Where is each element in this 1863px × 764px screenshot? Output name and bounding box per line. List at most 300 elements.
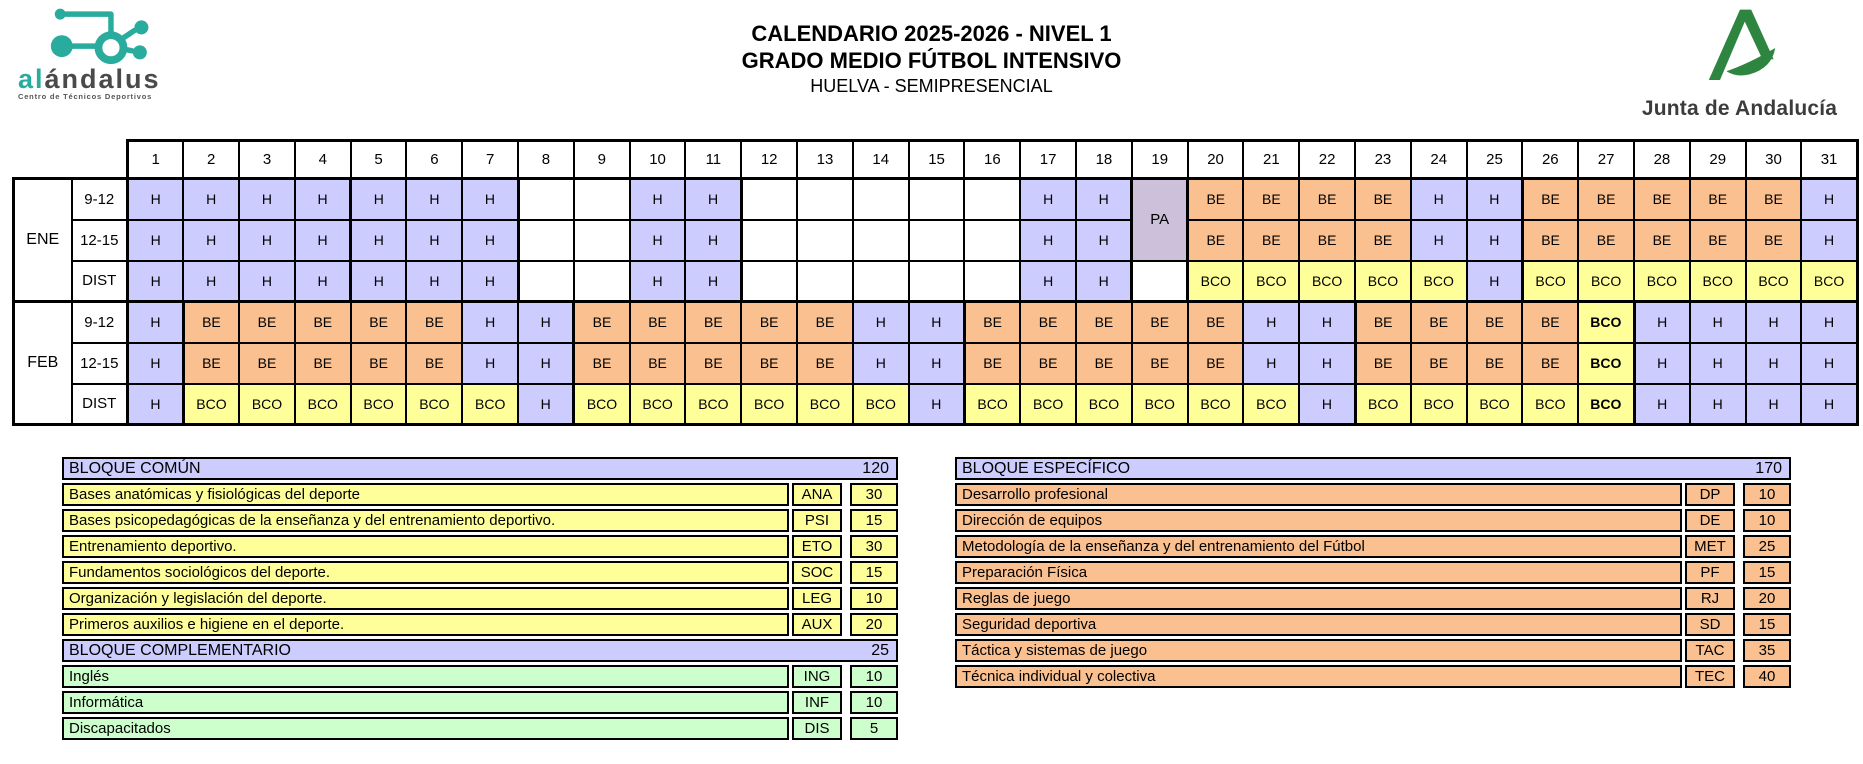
session-cell: BCO bbox=[630, 384, 686, 425]
session-cell: BE bbox=[295, 343, 351, 384]
month-label: FEB bbox=[14, 302, 72, 425]
holiday-cell: H bbox=[1020, 179, 1076, 220]
empty-day-cell bbox=[797, 261, 853, 302]
session-cell: BCO bbox=[1355, 261, 1411, 302]
session-cell: BE bbox=[964, 302, 1020, 343]
session-cell: BE bbox=[1299, 179, 1355, 220]
holiday-cell: H bbox=[518, 343, 574, 384]
session-cell: BCO bbox=[1578, 261, 1634, 302]
subject-abbr: PSI bbox=[792, 509, 842, 532]
subject-row bbox=[955, 613, 1791, 636]
day-header: 7 bbox=[462, 141, 518, 179]
day-header: 10 bbox=[630, 141, 686, 179]
junta-a-icon bbox=[1700, 4, 1780, 92]
session-cell: BE bbox=[1076, 302, 1132, 343]
subject-hours: 35 bbox=[1743, 639, 1791, 662]
subject-name: Desarrollo profesional bbox=[955, 483, 1682, 506]
subject-name: Bases psicopedagógicas de la enseñanza y del entrenamiento deportivo. bbox=[62, 509, 789, 532]
holiday-cell: H bbox=[909, 384, 965, 425]
holiday-cell: H bbox=[183, 179, 239, 220]
calendar-row bbox=[14, 220, 1858, 261]
holiday-cell: H bbox=[1243, 302, 1299, 343]
holiday-cell: H bbox=[1411, 179, 1467, 220]
holiday-cell: H bbox=[1746, 302, 1802, 343]
session-cell: BE bbox=[1522, 179, 1578, 220]
subject-hours: 15 bbox=[850, 509, 898, 532]
subject-hours: 30 bbox=[850, 483, 898, 506]
session-cell: BE bbox=[1020, 343, 1076, 384]
session-row-label: 12-15 bbox=[72, 220, 128, 261]
block-section-header-row bbox=[62, 639, 898, 662]
empty-day-cell bbox=[853, 261, 909, 302]
junta-de-andalucia-logo bbox=[1632, 4, 1847, 121]
session-cell: BE bbox=[1020, 302, 1076, 343]
session-cell: BCO bbox=[964, 384, 1020, 425]
holiday-cell: H bbox=[239, 261, 295, 302]
block-section-hours: 25 bbox=[871, 641, 889, 659]
subject-abbr: DIS bbox=[792, 717, 842, 740]
holiday-cell: H bbox=[1467, 179, 1523, 220]
holiday-cell: H bbox=[1801, 220, 1857, 261]
session-cell: BE bbox=[1467, 302, 1523, 343]
session-cell: BCO bbox=[183, 384, 239, 425]
holiday-cell: H bbox=[685, 179, 741, 220]
empty-day-cell bbox=[1132, 261, 1188, 302]
subject-hours: 10 bbox=[850, 665, 898, 688]
empty-day-cell bbox=[853, 179, 909, 220]
empty-day-cell bbox=[518, 220, 574, 261]
page-header bbox=[0, 0, 1863, 125]
session-cell: BE bbox=[1132, 302, 1188, 343]
session-cell: BCO bbox=[1411, 384, 1467, 425]
holiday-cell: H bbox=[1801, 384, 1857, 425]
session-cell: BE bbox=[1690, 220, 1746, 261]
session-cell: BE bbox=[351, 343, 407, 384]
block-section-hours: 170 bbox=[1755, 459, 1782, 477]
holiday-cell: H bbox=[1634, 343, 1690, 384]
subject-abbr: TAC bbox=[1685, 639, 1735, 662]
empty-day-cell bbox=[964, 261, 1020, 302]
session-cell: BE bbox=[1243, 179, 1299, 220]
day-header: 15 bbox=[909, 141, 965, 179]
subject-hours: 20 bbox=[1743, 587, 1791, 610]
day-header: 12 bbox=[741, 141, 797, 179]
session-cell: BCO bbox=[853, 384, 909, 425]
holiday-cell: H bbox=[630, 261, 686, 302]
session-cell: BE bbox=[1076, 343, 1132, 384]
day-header: 26 bbox=[1522, 141, 1578, 179]
holiday-cell: H bbox=[518, 384, 574, 425]
day-header: 16 bbox=[964, 141, 1020, 179]
session-cell: BCO bbox=[1578, 343, 1634, 384]
holiday-cell: H bbox=[853, 302, 909, 343]
session-cell: BE bbox=[1355, 343, 1411, 384]
session-cell: BCO bbox=[1076, 384, 1132, 425]
calendar-corner-month bbox=[14, 141, 72, 179]
day-header: 23 bbox=[1355, 141, 1411, 179]
calendar-day-header-row bbox=[14, 141, 1858, 179]
subject-name: Seguridad deportiva bbox=[955, 613, 1682, 636]
session-cell: BCO bbox=[462, 384, 518, 425]
holiday-cell: H bbox=[630, 179, 686, 220]
session-cell: BE bbox=[630, 302, 686, 343]
session-cell: BCO bbox=[406, 384, 462, 425]
holiday-cell: H bbox=[295, 261, 351, 302]
session-cell: BCO bbox=[1578, 384, 1634, 425]
day-header: 4 bbox=[295, 141, 351, 179]
session-cell: BCO bbox=[1801, 261, 1857, 302]
session-cell: BE bbox=[1188, 220, 1244, 261]
subject-row bbox=[955, 639, 1791, 662]
bloque-especifico-table bbox=[955, 457, 1791, 688]
subject-abbr: SOC bbox=[792, 561, 842, 584]
subject-row bbox=[62, 587, 898, 610]
day-header: 20 bbox=[1188, 141, 1244, 179]
empty-day-cell bbox=[964, 179, 1020, 220]
holiday-cell: H bbox=[1299, 384, 1355, 425]
subject-row bbox=[62, 535, 898, 558]
empty-day-cell bbox=[574, 261, 630, 302]
session-cell: BE bbox=[1522, 302, 1578, 343]
subject-abbr: ANA bbox=[792, 483, 842, 506]
subject-hours: 15 bbox=[1743, 613, 1791, 636]
subject-row bbox=[955, 561, 1791, 584]
holiday-cell: H bbox=[128, 179, 184, 220]
subject-row bbox=[62, 483, 898, 506]
session-cell: BCO bbox=[1578, 302, 1634, 343]
empty-day-cell bbox=[518, 261, 574, 302]
session-cell: BE bbox=[1132, 343, 1188, 384]
holiday-cell: H bbox=[630, 220, 686, 261]
session-cell: BE bbox=[295, 302, 351, 343]
holiday-cell: H bbox=[128, 343, 184, 384]
session-cell: BE bbox=[1243, 220, 1299, 261]
day-header: 8 bbox=[518, 141, 574, 179]
session-cell: BE bbox=[1188, 343, 1244, 384]
empty-day-cell bbox=[518, 179, 574, 220]
session-cell: BE bbox=[406, 343, 462, 384]
session-cell: BCO bbox=[1522, 384, 1578, 425]
session-cell: BCO bbox=[1355, 384, 1411, 425]
empty-day-cell bbox=[853, 220, 909, 261]
title-line3: HUELVA - SEMIPRESENCIAL bbox=[810, 76, 1053, 96]
day-header: 18 bbox=[1076, 141, 1132, 179]
empty-day-cell bbox=[574, 220, 630, 261]
session-row-label: 12-15 bbox=[72, 343, 128, 384]
holiday-cell: H bbox=[1746, 343, 1802, 384]
session-cell: BCO bbox=[574, 384, 630, 425]
subject-hours: 10 bbox=[1743, 483, 1791, 506]
subject-name: Entrenamiento deportivo. bbox=[62, 535, 789, 558]
empty-day-cell bbox=[797, 179, 853, 220]
session-row-label: 9-12 bbox=[72, 302, 128, 343]
subject-row bbox=[955, 587, 1791, 610]
subject-abbr: MET bbox=[1685, 535, 1735, 558]
calendar-row bbox=[14, 343, 1858, 384]
session-cell: BE bbox=[1578, 220, 1634, 261]
subject-row bbox=[955, 535, 1791, 558]
subject-abbr: ING bbox=[792, 665, 842, 688]
empty-day-cell bbox=[909, 261, 965, 302]
session-cell: BCO bbox=[351, 384, 407, 425]
day-header: 22 bbox=[1299, 141, 1355, 179]
bloque-comun-complementario-table bbox=[62, 457, 898, 740]
session-cell: BCO bbox=[1411, 261, 1467, 302]
day-header: 25 bbox=[1467, 141, 1523, 179]
subject-name: Inglés bbox=[62, 665, 789, 688]
session-cell: BE bbox=[1411, 343, 1467, 384]
holiday-cell: H bbox=[685, 220, 741, 261]
holiday-cell: H bbox=[1411, 220, 1467, 261]
session-cell: BE bbox=[741, 343, 797, 384]
block-section-title: BLOQUE COMÚN bbox=[69, 459, 201, 477]
session-cell: BE bbox=[183, 302, 239, 343]
subject-name: Táctica y sistemas de juego bbox=[955, 639, 1682, 662]
brand-tagline: Centro de Técnicos Deportivos bbox=[18, 92, 153, 101]
subject-row bbox=[62, 665, 898, 688]
pa-cell: PA bbox=[1132, 179, 1188, 261]
holiday-cell: H bbox=[351, 220, 407, 261]
holiday-cell: H bbox=[351, 261, 407, 302]
day-header: 1 bbox=[128, 141, 184, 179]
title-line2: GRADO MEDIO FÚTBOL INTENSIVO bbox=[741, 48, 1122, 73]
subject-hours: 10 bbox=[1743, 509, 1791, 532]
empty-day-cell bbox=[574, 179, 630, 220]
holiday-cell: H bbox=[1467, 220, 1523, 261]
session-cell: BCO bbox=[741, 384, 797, 425]
holiday-cell: H bbox=[406, 220, 462, 261]
title-line1: CALENDARIO 2025-2026 - NIVEL 1 bbox=[751, 21, 1112, 46]
holiday-cell: H bbox=[462, 179, 518, 220]
day-header: 31 bbox=[1801, 141, 1857, 179]
subject-hours: 15 bbox=[1743, 561, 1791, 584]
session-cell: BE bbox=[964, 343, 1020, 384]
holiday-cell: H bbox=[1801, 179, 1857, 220]
calendar-corner-time bbox=[72, 141, 128, 179]
session-cell: BE bbox=[741, 302, 797, 343]
block-section-hours: 120 bbox=[862, 459, 889, 477]
session-cell: BCO bbox=[1132, 384, 1188, 425]
session-cell: BE bbox=[797, 343, 853, 384]
session-cell: BE bbox=[1188, 302, 1244, 343]
subject-name: Fundamentos sociológicos del deporte. bbox=[62, 561, 789, 584]
holiday-cell: H bbox=[462, 220, 518, 261]
block-section-header bbox=[955, 457, 1791, 480]
day-header: 19 bbox=[1132, 141, 1188, 179]
session-cell: BE bbox=[1634, 220, 1690, 261]
month-label: ENE bbox=[14, 179, 72, 302]
session-cell: BE bbox=[351, 302, 407, 343]
holiday-cell: H bbox=[1020, 220, 1076, 261]
holiday-cell: H bbox=[1076, 220, 1132, 261]
subject-hours: 10 bbox=[850, 691, 898, 714]
session-cell: BE bbox=[239, 343, 295, 384]
holiday-cell: H bbox=[1634, 302, 1690, 343]
subject-hours: 20 bbox=[850, 613, 898, 636]
subject-hours: 15 bbox=[850, 561, 898, 584]
empty-day-cell bbox=[909, 220, 965, 261]
holiday-cell: H bbox=[351, 179, 407, 220]
block-section-header bbox=[62, 457, 898, 480]
session-cell: BCO bbox=[685, 384, 741, 425]
subject-row bbox=[62, 717, 898, 740]
course-calendar bbox=[12, 139, 1859, 426]
calendar-row bbox=[14, 384, 1858, 425]
session-row-label: 9-12 bbox=[72, 179, 128, 220]
brand-name-andalus: ándalus bbox=[44, 64, 161, 94]
session-cell: BE bbox=[1578, 179, 1634, 220]
subject-abbr: INF bbox=[792, 691, 842, 714]
subject-row bbox=[62, 561, 898, 584]
day-header: 29 bbox=[1690, 141, 1746, 179]
subject-abbr: LEG bbox=[792, 587, 842, 610]
subject-hours: 25 bbox=[1743, 535, 1791, 558]
session-row-label: DIST bbox=[72, 384, 128, 425]
holiday-cell: H bbox=[128, 261, 184, 302]
subject-name: Dirección de equipos bbox=[955, 509, 1682, 532]
day-header: 17 bbox=[1020, 141, 1076, 179]
holiday-cell: H bbox=[406, 179, 462, 220]
session-cell: BE bbox=[1355, 179, 1411, 220]
holiday-cell: H bbox=[462, 343, 518, 384]
session-cell: BCO bbox=[1243, 384, 1299, 425]
session-cell: BCO bbox=[1522, 261, 1578, 302]
empty-day-cell bbox=[741, 220, 797, 261]
empty-day-cell bbox=[909, 179, 965, 220]
holiday-cell: H bbox=[183, 220, 239, 261]
holiday-cell: H bbox=[462, 261, 518, 302]
session-cell: BE bbox=[1467, 343, 1523, 384]
session-cell: BE bbox=[630, 343, 686, 384]
session-cell: BE bbox=[574, 302, 630, 343]
subject-row bbox=[62, 509, 898, 532]
holiday-cell: H bbox=[909, 343, 965, 384]
session-cell: BCO bbox=[1243, 261, 1299, 302]
holiday-cell: H bbox=[406, 261, 462, 302]
subject-name: Reglas de juego bbox=[955, 587, 1682, 610]
session-cell: BCO bbox=[1188, 384, 1244, 425]
block-section-header-row bbox=[62, 457, 898, 480]
subject-hours: 10 bbox=[850, 587, 898, 610]
holiday-cell: H bbox=[183, 261, 239, 302]
session-cell: BE bbox=[574, 343, 630, 384]
holiday-cell: H bbox=[685, 261, 741, 302]
junta-label: Junta de Andalucía bbox=[1641, 97, 1838, 120]
empty-day-cell bbox=[741, 261, 797, 302]
day-header: 9 bbox=[574, 141, 630, 179]
empty-day-cell bbox=[797, 220, 853, 261]
session-cell: BCO bbox=[1020, 384, 1076, 425]
subject-abbr: RJ bbox=[1685, 587, 1735, 610]
subject-row bbox=[62, 691, 898, 714]
holiday-cell: H bbox=[1634, 384, 1690, 425]
document-titles bbox=[0, 20, 1863, 99]
holiday-cell: H bbox=[295, 220, 351, 261]
subject-row bbox=[955, 509, 1791, 532]
holiday-cell: H bbox=[1299, 343, 1355, 384]
block-section-title: BLOQUE COMPLEMENTARIO bbox=[69, 641, 291, 659]
holiday-cell: H bbox=[1076, 179, 1132, 220]
holiday-cell: H bbox=[295, 179, 351, 220]
subject-row bbox=[955, 665, 1791, 688]
subject-name: Bases anatómicas y fisiológicas del deporte bbox=[62, 483, 789, 506]
holiday-cell: H bbox=[128, 384, 184, 425]
day-header: 27 bbox=[1578, 141, 1634, 179]
holiday-cell: H bbox=[462, 302, 518, 343]
holiday-cell: H bbox=[1020, 261, 1076, 302]
empty-day-cell bbox=[964, 220, 1020, 261]
subject-abbr: PF bbox=[1685, 561, 1735, 584]
holiday-cell: H bbox=[128, 302, 184, 343]
subject-hours: 30 bbox=[850, 535, 898, 558]
block-section-title: BLOQUE ESPECÍFICO bbox=[962, 459, 1131, 477]
session-cell: BE bbox=[1522, 220, 1578, 261]
session-cell: BE bbox=[1355, 220, 1411, 261]
session-cell: BE bbox=[239, 302, 295, 343]
holiday-cell: H bbox=[128, 220, 184, 261]
session-cell: BE bbox=[1411, 302, 1467, 343]
session-cell: BCO bbox=[797, 384, 853, 425]
session-cell: BE bbox=[1299, 220, 1355, 261]
session-cell: BCO bbox=[1467, 384, 1523, 425]
session-cell: BE bbox=[797, 302, 853, 343]
subject-abbr: SD bbox=[1685, 613, 1735, 636]
calendar-row bbox=[14, 261, 1858, 302]
session-cell: BE bbox=[1522, 343, 1578, 384]
session-cell: BCO bbox=[1188, 261, 1244, 302]
session-cell: BE bbox=[1188, 179, 1244, 220]
subject-row bbox=[62, 613, 898, 636]
session-cell: BE bbox=[1746, 179, 1802, 220]
holiday-cell: H bbox=[909, 302, 965, 343]
subject-name: Preparación Física bbox=[955, 561, 1682, 584]
session-cell: BCO bbox=[295, 384, 351, 425]
calendar-row bbox=[14, 179, 1858, 220]
empty-day-cell bbox=[741, 179, 797, 220]
subject-abbr: TEC bbox=[1685, 665, 1735, 688]
session-cell: BCO bbox=[239, 384, 295, 425]
holiday-cell: H bbox=[1467, 261, 1523, 302]
session-cell: BCO bbox=[1746, 261, 1802, 302]
block-section-header-row bbox=[955, 457, 1791, 480]
session-cell: BE bbox=[406, 302, 462, 343]
holiday-cell: H bbox=[1801, 343, 1857, 384]
calendar-row bbox=[14, 302, 1858, 343]
day-header: 5 bbox=[351, 141, 407, 179]
brand-name-al: al bbox=[18, 64, 45, 94]
session-cell: BE bbox=[1690, 179, 1746, 220]
day-header: 11 bbox=[685, 141, 741, 179]
subject-hours: 40 bbox=[1743, 665, 1791, 688]
session-cell: BE bbox=[685, 302, 741, 343]
subject-abbr: DE bbox=[1685, 509, 1735, 532]
holiday-cell: H bbox=[1299, 302, 1355, 343]
holiday-cell: H bbox=[853, 343, 909, 384]
subject-name: Técnica individual y colectiva bbox=[955, 665, 1682, 688]
holiday-cell: H bbox=[518, 302, 574, 343]
holiday-cell: H bbox=[1076, 261, 1132, 302]
holiday-cell: H bbox=[1690, 384, 1746, 425]
day-header: 6 bbox=[406, 141, 462, 179]
session-cell: BE bbox=[1634, 179, 1690, 220]
holiday-cell: H bbox=[1690, 343, 1746, 384]
session-cell: BE bbox=[1355, 302, 1411, 343]
day-header: 3 bbox=[239, 141, 295, 179]
day-header: 28 bbox=[1634, 141, 1690, 179]
session-cell: BCO bbox=[1690, 261, 1746, 302]
subject-abbr: AUX bbox=[792, 613, 842, 636]
holiday-cell: H bbox=[239, 220, 295, 261]
